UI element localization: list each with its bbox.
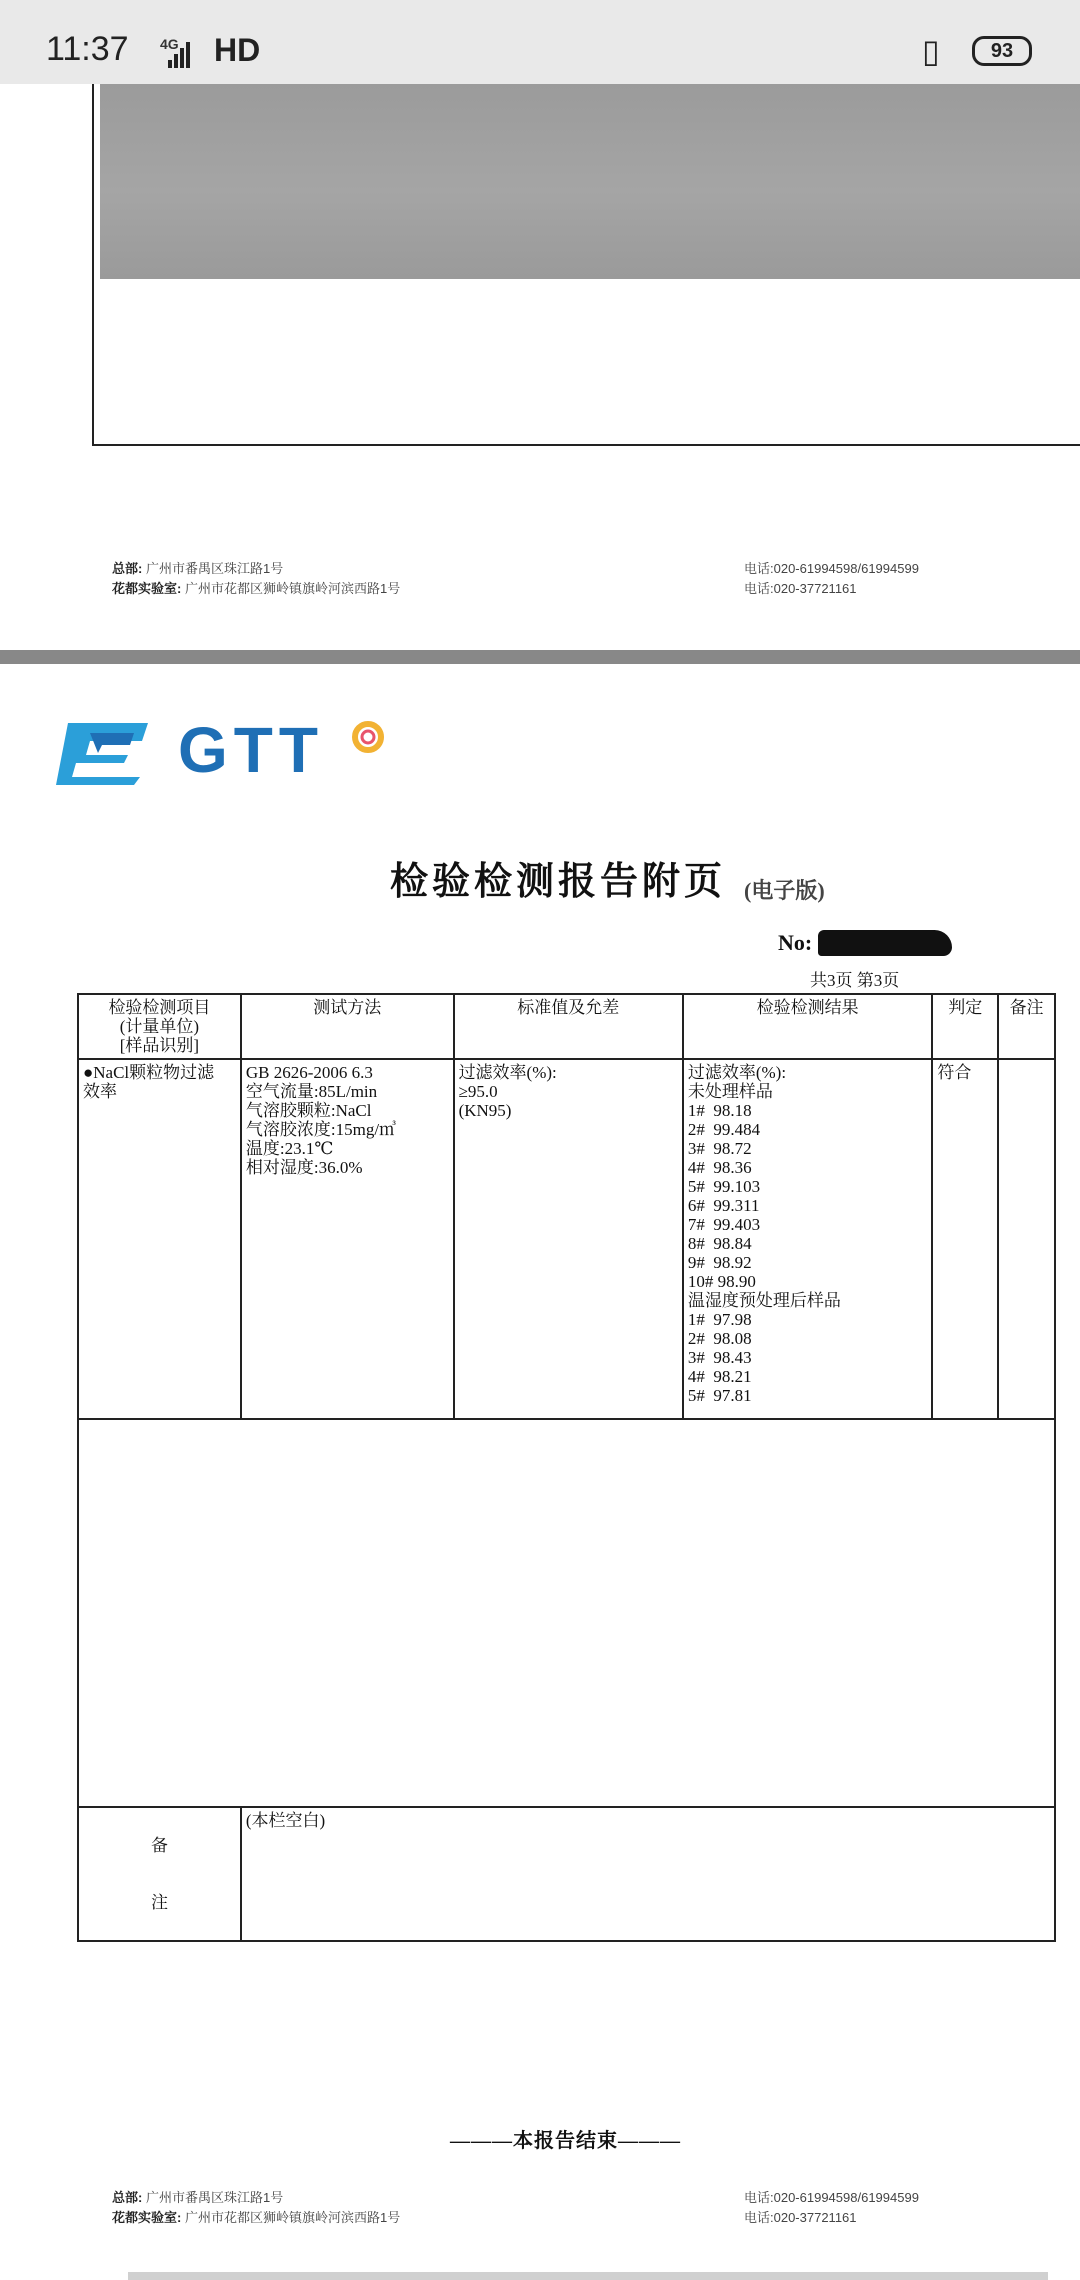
previous-page [0,84,1080,649]
remark-row [78,1807,1055,1941]
vibrate-icon: ▯ [922,33,940,69]
prev-footer-phone: 电话:020-61994598/61994599 电话:020-37721161 [744,561,919,596]
header-item: 检验检测项目 (计量单位) [样品识别] [78,994,241,1059]
cell-judgement: 符合 [932,1059,998,1419]
report-number-label: No: [778,930,813,955]
remark-label: 备 注 [78,1807,241,1941]
status-bar [0,0,1080,84]
signal-icon [168,38,192,68]
result-table [77,993,1056,1942]
page-subtitle: (电子版) [744,878,825,903]
header-judgement: 判定 [932,994,998,1059]
hd-indicator: HD [214,32,261,68]
network-type: 4G [160,36,179,52]
cell-item: ●NaCl颗粒物过滤 效率 [78,1059,241,1419]
prev-footer-address: 总部: 广州市番禺区珠江路1号 花都实验室: 广州市花都区狮岭镇旗岭河滨西路1号 [112,561,401,596]
table-row [78,1059,1055,1419]
blank-cell [78,1419,1055,1807]
footer-phone: 电话:020-61994598/61994599 电话:020-37721161 [744,2190,919,2225]
bottom-scroll-bar[interactable] [128,2272,1048,2280]
previous-page-photo [100,84,1080,279]
cell-result: 过滤效率(%): 未处理样品 1# 98.18 2# 99.484 3# 98.72 4# 98.36 5# 99.103 6# 99.311 7# 99.403 8# 98.84 9# 98.92 10# 98.90 温湿度预处理后样品 1# 97.98 2# 98.08 3# 98.43 4# 98.21 5# 97.81 [683,1059,933,1419]
report-end-mark: ———本报告结束——— [450,2130,681,2152]
battery-icon: 93 [972,36,1032,66]
table-header-row [78,994,1055,1059]
cell-method: GB 2626-2006 6.3 空气流量:85L/min 气溶胶颗粒:NaCl 气溶胶浓度:15mg/㎥ 温度:23.1℃ 相对湿度:36.0% [241,1059,454,1419]
cell-remark [998,1059,1055,1419]
header-result: 检验检测结果 [683,994,933,1059]
header-remark: 备注 [998,994,1055,1059]
cell-standard: 过滤效率(%): ≥95.0 (KN95) [454,1059,683,1419]
status-time: 11:37 [46,30,129,68]
logo-text: GTT [178,714,324,786]
redaction-mark [818,930,952,956]
header-method: 测试方法 [241,994,454,1059]
footer-address: 总部: 广州市番禺区珠江路1号 花都实验室: 广州市花都区狮岭镇旗岭河滨西路1号 [112,2190,401,2225]
header-standard: 标准值及允差 [454,994,683,1059]
remark-text: (本栏空白) [241,1807,1055,1941]
blank-row [78,1419,1055,1807]
page-count: 共3页 第3页 [810,971,900,990]
page-title: 检验检测报告附页 [390,861,727,903]
page-separator [0,650,1080,664]
